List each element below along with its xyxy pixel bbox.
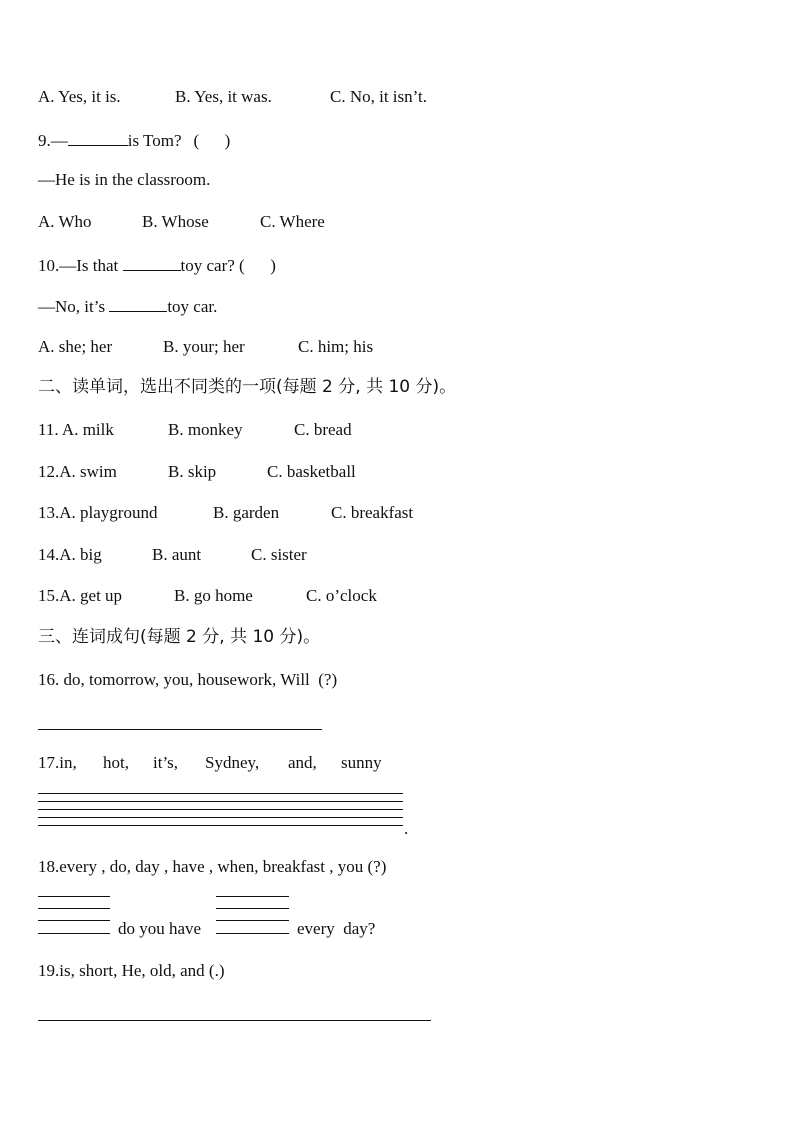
q18-blank-2-line-3: [216, 920, 289, 921]
q12-option-c: C. basketball: [267, 462, 356, 481]
q16-answer-line: [38, 729, 322, 730]
q16-prompt: 16. do, tomorrow, you, housework, Will (?): [38, 670, 338, 689]
q17-word-2: hot,: [103, 753, 129, 772]
section-3-title: 三、连词成句(每题 2 分, 共 10 分)。: [38, 627, 321, 647]
q14-option-b: B. aunt: [152, 545, 202, 564]
q11-option-b: B. monkey: [168, 420, 243, 439]
q11-option-a: 11. A. milk: [38, 420, 114, 439]
q17-answer-line-1: [38, 793, 403, 794]
q8-option-c: C. No, it isn’t.: [330, 87, 427, 106]
q17-word-5: and,: [288, 753, 317, 772]
q17-word-4: Sydney,: [205, 753, 260, 772]
q10-answer-pre: —No, it’s: [38, 297, 106, 316]
q15-option-b: B. go home: [174, 586, 253, 605]
q10-answer: [38, 295, 217, 317]
q10-blank-1: [123, 254, 181, 271]
q17-word-6: sunny: [341, 753, 382, 772]
q9-option-b: B. Whose: [142, 212, 209, 231]
q15-option-c: C. o’clock: [306, 586, 377, 605]
q10-blank-2: [109, 295, 167, 312]
q13-option-c: C. breakfast: [331, 503, 414, 522]
q13-option-b: B. garden: [213, 503, 280, 522]
q9-text: is Tom?: [127, 131, 182, 150]
q17-answer-line-3: [38, 809, 403, 810]
q12-option-b: B. skip: [168, 462, 217, 481]
q13-option-a: 13.A. playground: [38, 503, 158, 522]
q10-option-b: B. your; her: [163, 337, 245, 356]
q14-option-c: C. sister: [251, 545, 307, 564]
q18-blank-2-line-1: [216, 896, 289, 897]
q18-prompt: 18.every , do, day , have , when, breakfast , you (?): [38, 857, 387, 876]
q9-answer-paren: ( ): [193, 131, 231, 150]
q9-question: [38, 129, 230, 151]
q12-option-a: 12.A. swim: [38, 462, 117, 481]
q18-blank-1-line-4: [38, 933, 110, 934]
q8-option-a: A. Yes, it is.: [38, 87, 121, 106]
section-2-title: 二、读单词，选出不同类的一项(每题 2 分, 共 10 分)。: [38, 377, 457, 397]
q9-answer: —He is in the classroom.: [38, 170, 211, 189]
q17-answer-line-4: [38, 817, 403, 818]
q17-word-1: 17.in,: [38, 753, 77, 772]
q10-option-a: A. she; her: [38, 337, 113, 356]
q18-blank-1-line-1: [38, 896, 110, 897]
q10-answer-post: toy car.: [167, 297, 218, 316]
q9-blank: [68, 129, 128, 146]
q10-question: [38, 254, 276, 276]
q10-number: 10.—Is that: [38, 256, 119, 275]
q17-word-3: it’s,: [153, 753, 179, 772]
q11-option-c: C. bread: [294, 420, 352, 439]
q17-end-period: .: [404, 819, 409, 838]
q17-answer-line-5: [38, 825, 403, 826]
q19-answer-line: [38, 1020, 431, 1021]
q18-blank-1-line-3: [38, 920, 110, 921]
q18-blank-1-line-2: [38, 908, 110, 909]
q17-answer-line-2: [38, 801, 403, 802]
q10-text: toy car? ( ): [180, 256, 276, 275]
q18-middle-text: do you have: [118, 919, 202, 938]
q9-option-c: C. Where: [260, 212, 325, 231]
q9-option-a: A. Who: [38, 212, 92, 231]
q9-number: 9.—: [38, 131, 68, 150]
q18-blank-2-line-2: [216, 908, 289, 909]
q18-blank-2-line-4: [216, 933, 289, 934]
q10-option-c: C. him; his: [298, 337, 374, 356]
q14-option-a: 14.A. big: [38, 545, 102, 564]
q8-option-b: B. Yes, it was.: [175, 87, 272, 106]
q18-end-text: every day?: [297, 919, 376, 938]
q15-option-a: 15.A. get up: [38, 586, 123, 605]
q19-prompt: 19.is, short, He, old, and (.): [38, 961, 225, 980]
